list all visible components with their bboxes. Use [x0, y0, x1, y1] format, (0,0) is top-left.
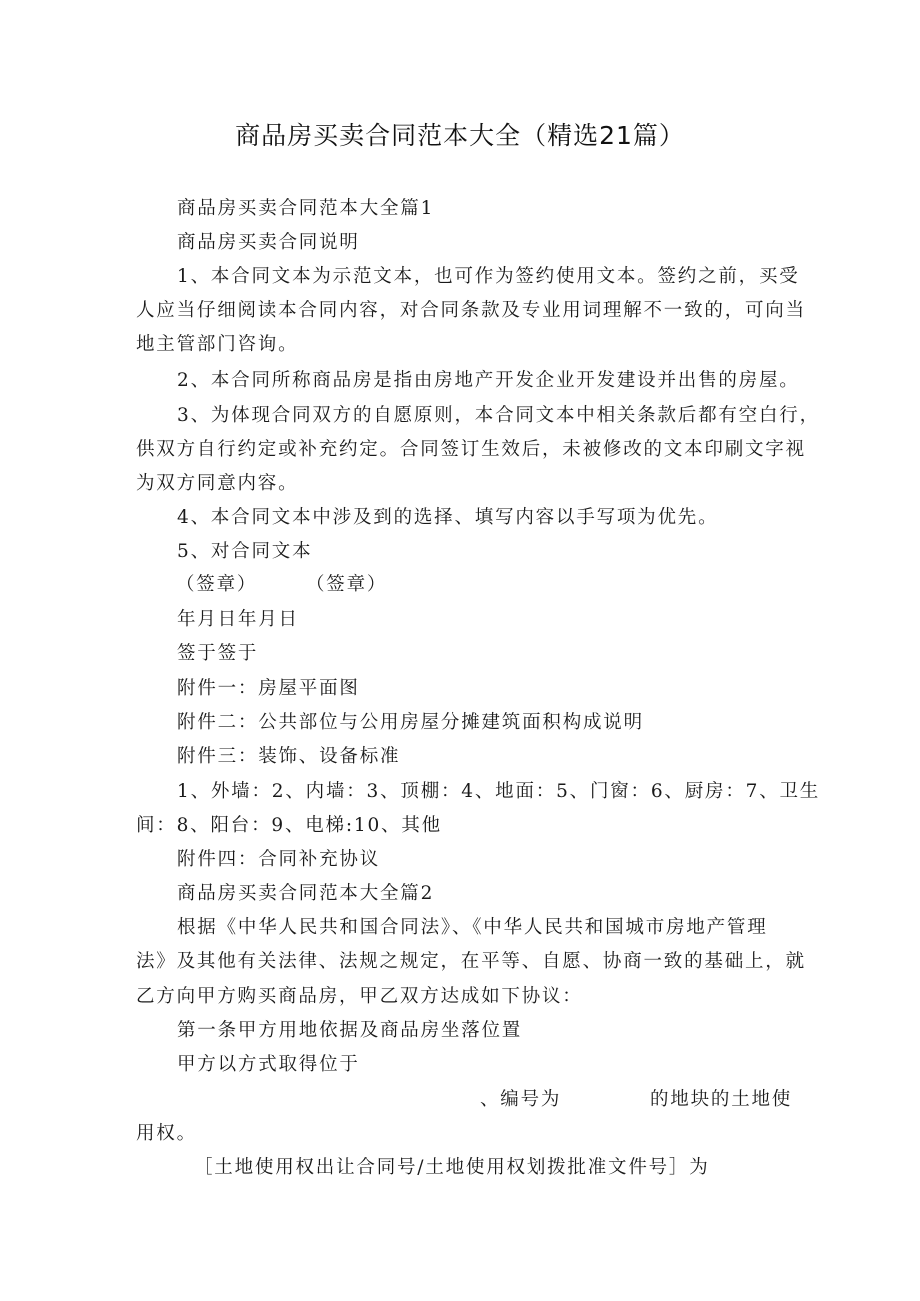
- paragraph-fragment: 的地块的土地使: [650, 1089, 793, 1110]
- paragraph-line: 3、为体现合同双方的自愿原则，本合同文本中相关条款后都有空白行，: [177, 405, 820, 426]
- attachment-2: 附件二：公共部位与公用房屋分摊建筑面积构成说明: [177, 712, 644, 733]
- paragraph-line: 用权。: [136, 1123, 197, 1144]
- paragraph-line: 4、本合同文本中涉及到的选择、填写内容以手写项为优先。: [177, 507, 719, 528]
- paragraph-line: 供双方自行约定或补充约定。合同签订生效后，未被修改的文本印刷文字视: [136, 439, 806, 460]
- signature-seal-right: （签章）: [306, 574, 388, 595]
- paragraph-line: 1、外墙：2、内墙：3、顶棚：4、地面：5、门窗：6、厨房：7、卫生: [177, 781, 821, 802]
- date-line: 年月日年月日: [177, 609, 299, 630]
- paragraph-line: 乙方向甲方购买商品房，甲乙双方达成如下协议：: [136, 986, 583, 1007]
- paragraph-line: 根据《中华人民共和国合同法》、《中华人民共和国城市房地产管理: [177, 917, 768, 938]
- article-heading: 第一条甲方用地依据及商品房坐落位置: [177, 1020, 523, 1041]
- signed-at-line: 签于签于: [177, 643, 259, 664]
- paragraph-fragment: 、编号为: [480, 1089, 562, 1110]
- paragraph-line: 间：8、阳台：9、电梯:10、其他: [136, 815, 442, 836]
- document-title: 商品房买卖合同范本大全（精选21篇）: [235, 121, 685, 150]
- section-heading-2: 商品房买卖合同范本大全篇2: [177, 883, 435, 904]
- attachment-1: 附件一：房屋平面图: [177, 678, 360, 699]
- paragraph-line: 2、本合同所称商品房是指由房地产开发企业开发建设并出售的房屋。: [177, 370, 800, 391]
- paragraph-line: 1、本合同文本为示范文本，也可作为签约使用文本。签约之前，买受: [177, 266, 800, 287]
- attachment-4: 附件四：合同补充协议: [177, 849, 381, 870]
- section-heading-1: 商品房买卖合同范本大全篇1: [177, 198, 435, 219]
- paragraph-line: 法》及其他有关法律、法规之规定，在平等、自愿、协商一致的基础上，就: [136, 951, 806, 972]
- signature-seal-left: （签章）: [176, 574, 258, 595]
- paragraph-line: 地主管部门咨询。: [136, 334, 299, 355]
- paragraph-line: 甲方以方式取得位于: [177, 1054, 360, 1075]
- paragraph-line: 商品房买卖合同说明: [177, 232, 360, 253]
- paragraph-line: 为双方同意内容。: [136, 473, 299, 494]
- paragraph-line: 5、对合同文本: [177, 541, 313, 562]
- attachment-3: 附件三：装饰、设备标准: [177, 746, 401, 767]
- paragraph-line: ［土地使用权出让合同号/土地使用权划拨批准文件号］为: [194, 1157, 710, 1178]
- paragraph-line: 人应当仔细阅读本合同内容，对合同条款及专业用词理解不一致的，可向当: [136, 300, 806, 321]
